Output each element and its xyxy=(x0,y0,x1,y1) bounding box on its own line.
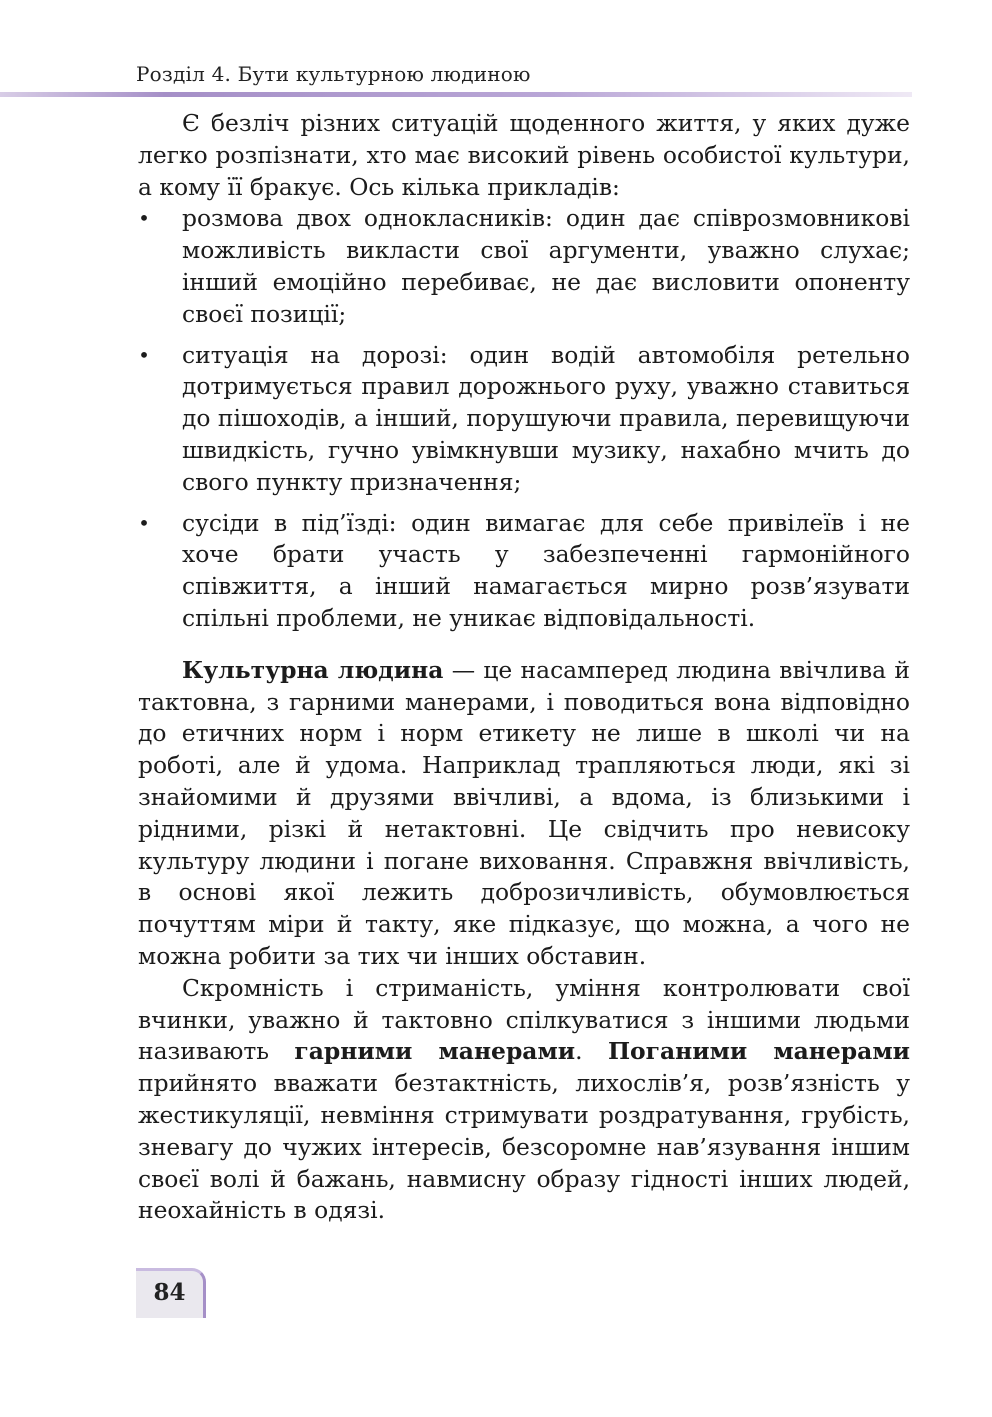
intro-paragraph: Є безліч різних ситуацій щоденного життя, у яких дуже легко розпізнати, хто має високий рівень особистої культури, а кому її бракує. Ось кілька прикладів: xyxy=(138,109,910,201)
manners-text-1: Скромність і стриманість, уміння контролювати свої вчинки, уважно й тактовно спілкуватися з іншими людьми називають xyxy=(138,973,910,1066)
page-body xyxy=(138,108,910,1227)
term-cultured-person: Культурна людина xyxy=(182,655,444,684)
list-item xyxy=(138,203,910,330)
examples-list xyxy=(138,203,910,634)
manners-text-2: . xyxy=(575,1037,608,1066)
definition-text: — це насамперед людина ввічлива й тактовна, з гарними манерами, і поводиться вона відповідно до етичних норм і норм етикету не лише в школі чи на роботі, але й удома. Наприклад трапляються люди, які зі знайомими й друзями ввічливі, а вдома, із близькими і рідними, різкі й нетактовні. Це свідчить про невисоку культуру людини і погане виховання. Справжня ввічливість, в основі якої лежить доброзичливість, обумовлюється почуттям міри й такту, яке підказує, що можна, а чого не можна робити за тих чи інших обставин. xyxy=(138,655,910,970)
running-header: Розділ 4. Бути культурною людиною xyxy=(136,62,531,86)
list-item xyxy=(138,508,910,635)
term-good-manners: гарними манерами xyxy=(294,1037,576,1066)
list-item-text: розмова двох однокласників: один дає співрозмовникові можливість викласти свої аргументи, уважно слухає; інший емоційно перебиває, не дає висловити опоненту своєї позиції; xyxy=(182,204,910,328)
bullet-icon: • xyxy=(138,206,150,231)
page-number-tab xyxy=(136,1268,206,1318)
manners-text-3: прийнято вважати безтактність, лихослів’я, розв’язність у жестикуляції, невміння стримувати роздратування, грубість, зневагу до чужих інтересів, безсоромне нав’язування іншим своєї волі й бажань, навмисну образу гідності інших людей, неохайність в одязі. xyxy=(138,1069,910,1225)
manners-paragraph xyxy=(138,973,910,1227)
header-rule xyxy=(0,92,912,97)
list-item-text: сусіди в під’їзді: один вимагає для себе привілеїв і не хоче брати участь у забезпеченні гармонійного співжиття, а інший намагається мирно розв’язувати спільні проблеми, не уникає відповідальності. xyxy=(182,508,910,632)
definition-paragraph xyxy=(138,655,910,973)
list-item-text: ситуація на дорозі: один водій автомобіля ретельно дотримується правил дорожнього руху, уважно ставиться до пішоходів, а інший, порушуючи правила, перевищуючи швидкість, гучно увімкнувши музику, нахабно мчить до свого пункту призначення; xyxy=(182,340,910,496)
term-bad-manners: Поганими манерами xyxy=(607,1037,910,1066)
page-number: 84 xyxy=(153,1279,186,1306)
list-item xyxy=(138,340,910,499)
bullet-icon: • xyxy=(138,342,150,367)
bullet-icon: • xyxy=(138,510,150,535)
